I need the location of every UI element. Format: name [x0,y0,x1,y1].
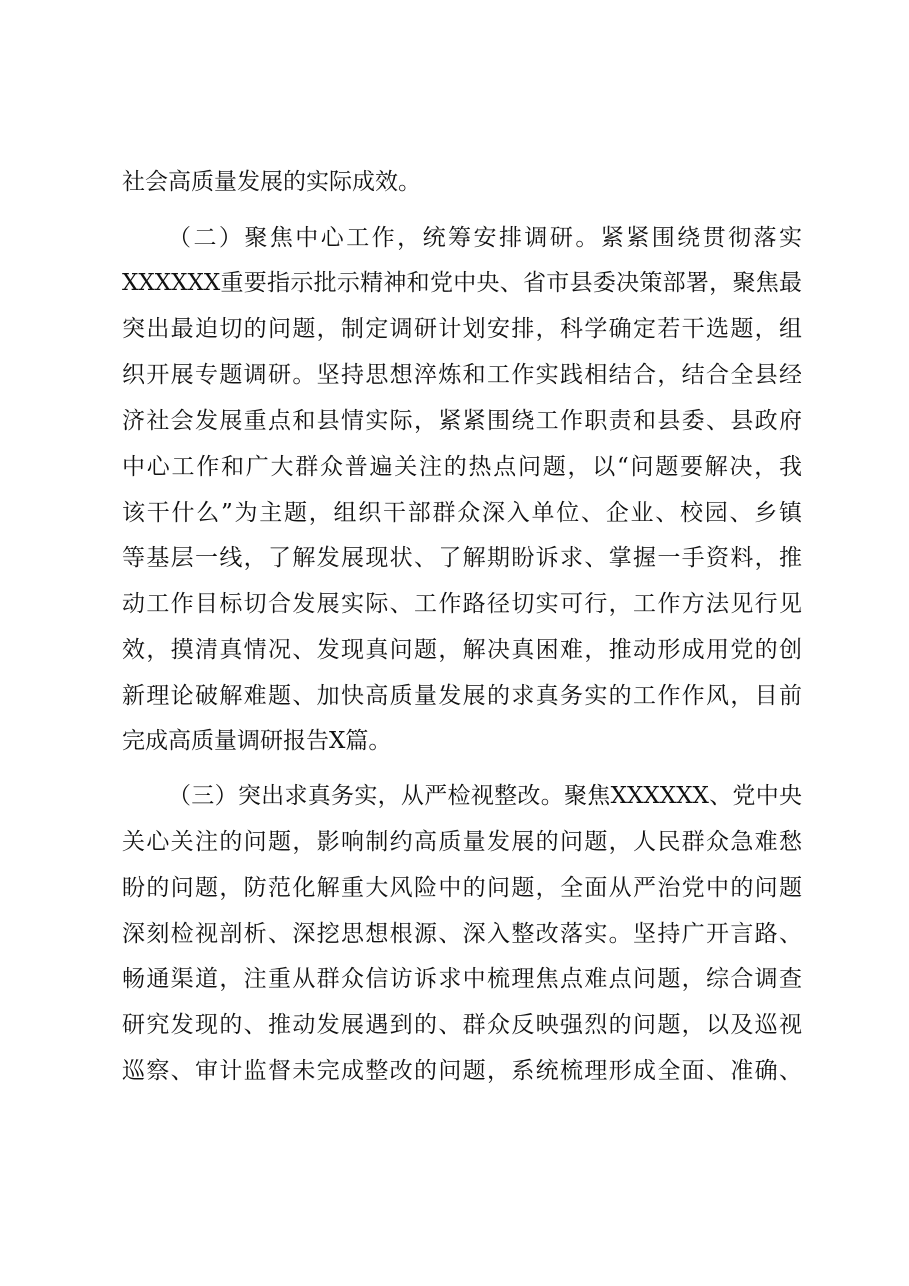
text-line-17: 深刻检视剖析、深挖思想根源、深入整改落实。坚持广开言路、 [122,921,802,947]
text-line-1: 社会高质量发展的实际成效。 [122,169,421,195]
text-line-7: 中心工作和广大群众普遍关注的热点问题，以“问题要解决，我 [122,454,802,480]
text-line-8: 该干什么”为主题，组织干部群众深入单位、企业、校园、乡镇 [122,500,802,526]
text-line-13: 完成高质量调研报告X篇。 [122,728,392,754]
text-line-10: 动工作目标切合发展实际、工作路径切实可行，工作方法见行见 [122,591,802,617]
text-line-3: XXXXXX重要指示批示精神和党中央、省市县委决策部署，聚焦最 [122,270,802,296]
text-line-19: 研究发现的、推动发展遇到的、群众反映强烈的问题，以及巡视 [122,1012,802,1038]
section-3-heading-line: （三）突出求真务实，从严检视整改。聚焦XXXXXX、党中央 [168,783,802,809]
text-line-12: 新理论破解难题、加快高质量发展的求真务实的工作作风，目前 [122,683,802,709]
text-line-4: 突出最迫切的问题，制定调研计划安排，科学确定若干选题，组 [122,316,802,342]
section-2-heading-line: （二）聚焦中心工作，统筹安排调研。紧紧围绕贯彻落实 [168,225,802,251]
text-line-20: 巡察、审计监督未完成整改的问题，系统梳理形成全面、准确、 [122,1058,802,1084]
text-line-6: 济社会发展重点和县情实际，紧紧围绕工作职责和县委、县政府 [122,408,802,434]
text-line-11: 效，摸清真情况、发现真问题，解决真困难，推动形成用党的创 [122,637,802,663]
text-line-5: 织开展专题调研。坚持思想淬炼和工作实践相结合，结合全县经 [122,362,802,388]
text-line-16: 盼的问题，防范化解重大风险中的问题，全面从严治党中的问题 [122,875,802,901]
text-line-15: 关心关注的问题，影响制约高质量发展的问题，人民群众急难愁 [122,829,802,855]
text-line-18: 畅通渠道，注重从群众信访诉求中梳理焦点难点问题，综合调查 [122,966,802,992]
text-line-9: 等基层一线，了解发展现状、了解期盼诉求、掌握一手资料，推 [122,545,802,571]
